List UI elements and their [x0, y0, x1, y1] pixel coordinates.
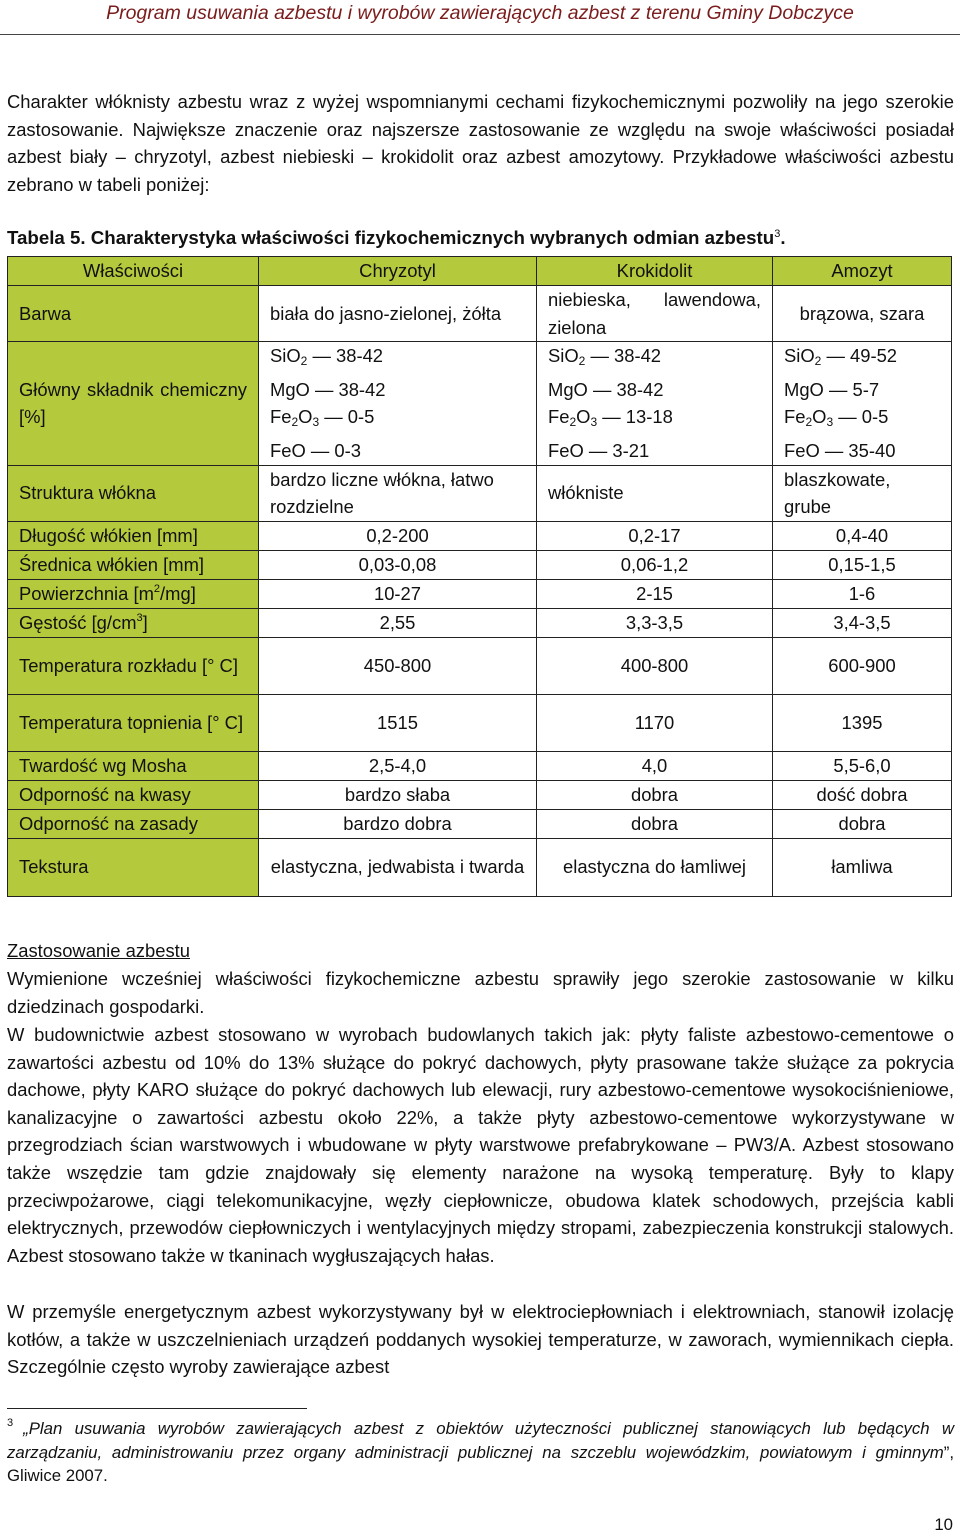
table-row: [8, 286, 952, 342]
table-cell: blaszkowate, grube: [773, 465, 952, 521]
table-row: [8, 608, 952, 637]
table-cell: dobra: [537, 809, 773, 838]
row-label: Główny składnik chemiczny [%]: [8, 342, 259, 465]
footnote-text: ”, Gliwice 2007.: [7, 1442, 954, 1485]
column-header: Właściwości: [8, 257, 259, 286]
section-paragraph: W przemyśle energetycznym azbest wykorzystywany był w elektrociepłowniach i elektrowniach, stanowił izolację kotłów, a także w uszczelnieniach urządzeń poddanych wysokiej temperaturze, w zaworach, wymiennikach ciepła. Szczególnie często wyroby zawierające azbest: [7, 1301, 954, 1378]
row-label: Twardość wg Mosha: [8, 751, 259, 780]
table-cell: 2,55: [259, 608, 537, 637]
header-title: Program usuwania azbestu i wyrobów zawierających azbest z terenu Gminy Dobczyce: [106, 2, 854, 24]
table-cell: biała do jasno-zielonej, żółta: [259, 286, 537, 342]
footnote-text-italic: „Plan usuwania wyrobów zawierających azbest z obiektów użyteczności publicznej stanowiących lub będących w zarządzaniu, administrowaniu przez organy administracji publicznej na szczeblu wojewódzkim, powiatowym i gminnym: [7, 1419, 954, 1462]
table-cell: 1395: [773, 694, 952, 751]
row-label: Powierzchnia $[m^2/mg]$: [8, 579, 259, 608]
table-cell: 0,2-17: [537, 521, 773, 550]
table-cell: 5,5-6,0: [773, 751, 952, 780]
table-cell: SiO$_2$ — 38-42 MgO — 38-42 $Fe_2O_3$ — 13-18 FeO — 3-21: [537, 342, 773, 465]
table-row: [8, 465, 952, 521]
row-label: Temperatura rozkładu [° C]: [8, 637, 259, 694]
table-cell: 10-27: [259, 579, 537, 608]
table-cell: 1-6: [773, 579, 952, 608]
table-cell: dobra: [537, 780, 773, 809]
section-paragraph: W budownictwie azbest stosowano w wyrobach budowlanych takich jak: płyty faliste azbestowo-cementowe o zawartości azbestu od 10% do 13% służące do pokryć dachowych, płyty prasowane także służące za pokrycia dachowe, płyty KARO służące do pokryć dachowych lub elewacji, rury azbestowo-cementowe wysokociśnieniowe, kanalizacyjne o zawartości azbestu około 22%, a także płyty azbestowo-cementowe wykorzystywane w przegrodziach ścian warstwowych i wbudowane w płyty warstwowe prefabrykowane – PW3/A. Azbest stosowano także wszędzie tam gdzie znajdowały się elementy narażone na wysoką temperaturę. Były to klapy przeciwpożarowe, ciągi telekomunikacyjne, węzły ciepłownicze, obudowa klatek schodowych, przejścia kabli elektrycznych, przewodów ciepłowniczych i wentylacyjnych między stropami, zabezpieczenia konstrukcji stalowych. Azbest stosowano także w tkaninach wygłuszających hałas.: [7, 1024, 954, 1266]
column-header: Chryzotyl: [259, 257, 537, 286]
table-cell: 0,2-200: [259, 521, 537, 550]
table-cell: 0,03-0,08: [259, 550, 537, 579]
table-cell: bardzo słaba: [259, 780, 537, 809]
column-header: Amozyt: [773, 257, 952, 286]
intro-paragraph: Charakter włóknisty azbestu wraz z wyżej wspomnianymi cechami fizykochemicznymi pozwoliły na jego szerokie zastosowanie. Największe znaczenie oraz najszersze zastosowanie ze względu na swoje właściwości posiadał azbest biały – chryzotyl, azbest niebieski – krokidolit oraz azbest amozytowy. Przykładowe właściwości azbestu zebrano w tabeli poniżej:: [7, 91, 954, 195]
table-row: [8, 550, 952, 579]
table-row: [8, 579, 952, 608]
footnote-divider: [7, 1408, 307, 1409]
table-row: [8, 780, 952, 809]
table-cell: SiO$_2$ — 49-52 MgO — 5-7 $Fe_2O_3$ — 0-5 FeO — 35-40: [773, 342, 952, 465]
table-row: [8, 751, 952, 780]
table-cell: 1515: [259, 694, 537, 751]
table-cell: łamliwa: [773, 838, 952, 896]
table-cell: 2,5-4,0: [259, 751, 537, 780]
row-label: Odporność na zasady: [8, 809, 259, 838]
page-number: 10: [934, 1515, 953, 1534]
section-paragraph: Wymienione wcześniej właściwości fizykochemiczne azbestu sprawiły jego szerokie zastosowanie w kilku dziedzinach gospodarki.: [7, 968, 954, 1017]
table-cell: włókniste: [537, 465, 773, 521]
row-label: Barwa: [8, 286, 259, 342]
table-cell: 450-800: [259, 637, 537, 694]
table-cell: brązowa, szara: [773, 286, 952, 342]
table-cell: 0,15-1,5: [773, 550, 952, 579]
footnote-number: 3: [7, 1417, 14, 1429]
table-cell: 0,06-1,2: [537, 550, 773, 579]
row-label: Odporność na kwasy: [8, 780, 259, 809]
table-row: [8, 694, 952, 751]
table-cell: SiO$_2$ — 38-42 MgO — 38-42 $Fe_2O_3$ — 0-5 FeO — 0-3: [259, 342, 537, 465]
row-label: Gęstość $[g/cm^3]$: [8, 608, 259, 637]
table-row: [8, 838, 952, 896]
table-row: [8, 521, 952, 550]
table-row: [8, 809, 952, 838]
table-cell: 1170: [537, 694, 773, 751]
table-cell: 400-800: [537, 637, 773, 694]
table-cell: 3,3-3,5: [537, 608, 773, 637]
table-cell: niebieska, lawendowa, zielona: [537, 286, 773, 342]
table-cell: 3,4-3,5: [773, 608, 952, 637]
row-label: Temperatura topnienia [° C]: [8, 694, 259, 751]
column-header: Krokidolit: [537, 257, 773, 286]
table-row: [8, 637, 952, 694]
table-header-row: [8, 257, 952, 286]
footnote: [7, 1417, 954, 1488]
table-caption-text: Tabela 5. Charakterystyka właściwości fizykochemicznych wybranych odmian azbestu: [7, 227, 775, 248]
table-cell: bardzo liczne włókna, łatwo rozdzielne: [259, 465, 537, 521]
table-row: [8, 342, 952, 465]
row-label: Średnica włókien [mm]: [8, 550, 259, 579]
row-label: Długość włókien [mm]: [8, 521, 259, 550]
table-cell: elastyczna do łamliwej: [537, 838, 773, 896]
table-cell: dość dobra: [773, 780, 952, 809]
table-cell: dobra: [773, 809, 952, 838]
row-label: Struktura włókna: [8, 465, 259, 521]
table-cell: bardzo dobra: [259, 809, 537, 838]
row-label: Tekstura: [8, 838, 259, 896]
section-title: Zastosowanie azbestu: [7, 940, 190, 961]
table-caption-footnote-ref: 3: [774, 227, 781, 240]
properties-table: [7, 256, 952, 897]
table-cell: 4,0: [537, 751, 773, 780]
table-cell: 0,4-40: [773, 521, 952, 550]
table-cell: 2-15: [537, 579, 773, 608]
table-caption: Tabela 5. Charakterystyka właściwości fizykochemicznych wybranych odmian azbestu$^3$.: [7, 227, 786, 248]
table-cell: elastyczna, jedwabista i twarda: [259, 838, 537, 896]
table-cell: 600-900: [773, 637, 952, 694]
page-header: [0, 0, 960, 35]
